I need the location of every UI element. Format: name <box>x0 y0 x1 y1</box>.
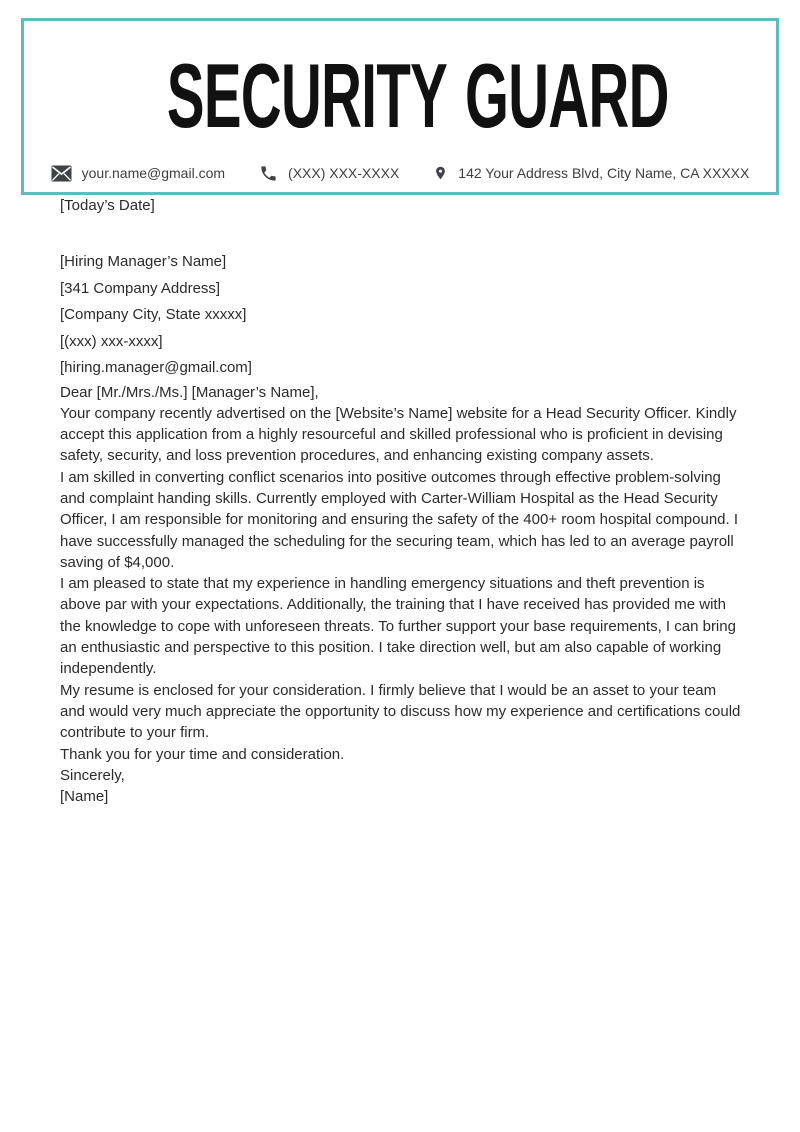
address-text: 142 Your Address Blvd, City Name, CA XXXXX <box>458 165 750 181</box>
body-paragraph: Your company recently advertised on the [Website’s Name] website for a Head Security Officer. Kindly accept this application from a highly resourceful and skilled professional who is proficient in devising safety, security, and loss prevention procedures, and enhancing existing company assets. <box>60 404 737 465</box>
phone-icon <box>259 164 278 183</box>
recipient-block <box>60 249 742 382</box>
date-line: [Today’s Date] <box>60 197 155 214</box>
contact-row <box>24 163 776 183</box>
recipient-line: [Company City, State xxxxx] <box>60 306 247 323</box>
signature-line: [Name] <box>60 788 109 806</box>
recipient-line: [341 Company Address] <box>60 279 221 297</box>
thanks-line: Thank you for your time and consideration. <box>60 745 345 763</box>
phone-text: (XXX) XXX-XXXX <box>288 165 400 181</box>
contact-address <box>433 163 749 183</box>
recipient-line: [hiring.manager@gmail.com] <box>60 359 252 376</box>
email-text: your.name@gmail.com <box>81 165 226 181</box>
recipient-line: [Hiring Manager’s Name] <box>60 253 227 270</box>
contact-phone <box>259 164 399 183</box>
closing-line: Sincerely, <box>60 766 125 784</box>
location-pin-icon <box>433 163 448 183</box>
recipient-line: [(xxx) xxx-xxxx] <box>60 332 163 350</box>
letter-body <box>60 195 742 807</box>
contact-email <box>51 165 225 182</box>
body-paragraph: I am pleased to state that my experience in handling emergency situations and theft prevention is above par with your expectations. Additionally, the training that I have received has provided me with the knowledge to cope with unforeseen threats. To further support your base requirements, I can bring an enthusiastic and perspective to this position. I take direction well, but am also capable of working independently. <box>60 575 736 678</box>
body-paragraph: I am skilled in converting conflict scenarios into positive outcomes through effective problem-solving and complaint handing skills. Currently employed with Carter-William Hospital as the Head Security Officer, I am responsible for monitoring and ensuring the safety of the 400+ room hospital compound. I have successfully managed the scheduling for the securing team, which has led to an average payroll saving of $4,000. <box>60 468 739 571</box>
body-paragraph: My resume is enclosed for your consideration. I firmly believe that I would be an asset to your team and would very much appreciate the opportunity to discuss how my experience and certifications could contribute to your firm. <box>60 681 741 742</box>
salutation: Dear [Mr./Mrs./Ms.] [Manager’s Name], <box>60 383 319 401</box>
page-title: SECURITY GUARD <box>166 46 669 147</box>
letter-header <box>21 18 779 195</box>
email-icon <box>51 165 72 182</box>
